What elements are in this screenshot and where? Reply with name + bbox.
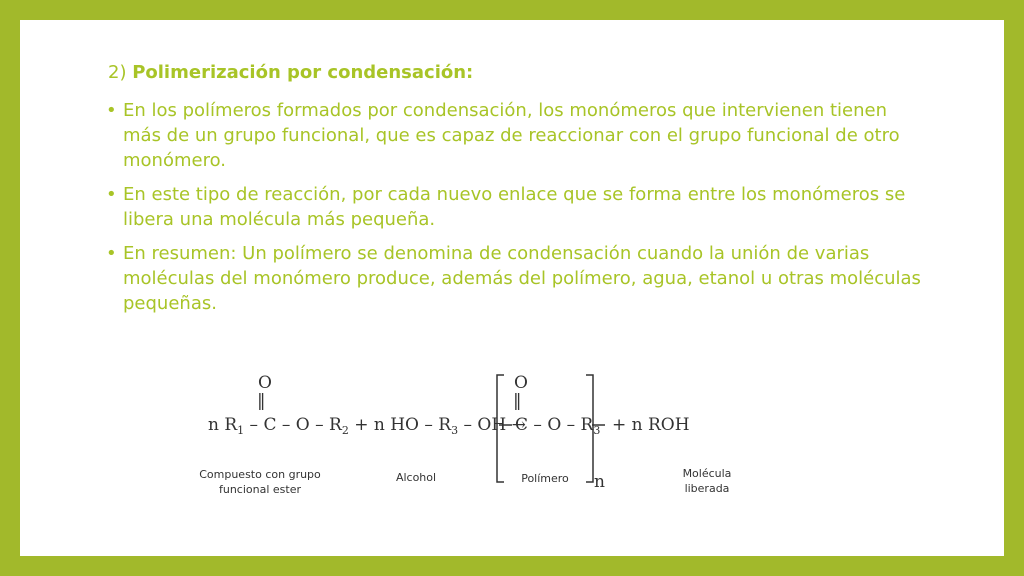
eq-part-1: n R <box>208 415 238 435</box>
subscript-r3: 3 <box>451 424 459 437</box>
bullet-text: En este tipo de reacción, por cada nuevo enlace que se forma entre los monómeros se libera una molécula más pequeña. <box>123 184 906 230</box>
label-molecule-line1: Molécula <box>682 467 732 480</box>
heading-title: Polimerización por condensación: <box>132 62 474 83</box>
eq-part-2: – C – O – R <box>244 415 342 435</box>
heading-number: 2) <box>108 62 133 83</box>
subscript-r1: 1 <box>237 424 245 437</box>
repeat-count: n <box>594 472 605 492</box>
label-molecule-line2: liberada <box>684 482 730 495</box>
bullet-icon: • <box>106 243 117 264</box>
poly-part-1: C – O – R <box>515 415 594 435</box>
reaction-equation <box>208 415 526 437</box>
label-compound-line2: funcional ester <box>218 483 302 496</box>
bullet-icon: • <box>106 184 117 205</box>
condensation-reaction-diagram <box>20 20 1004 556</box>
bullet-text: En resumen: Un polímero se denomina de condensación cuando la unión de varias moléculas del monómero produce, además del polímero, agua, etanol u otras moléculas pequeñas. <box>123 243 921 314</box>
label-alcohol: Alcohol <box>395 471 437 484</box>
oxygen-1: O <box>258 373 272 393</box>
double-bond-1: ‖ <box>257 391 266 411</box>
double-bond-2: ‖ <box>513 391 522 411</box>
label-polymer: Polímero <box>521 472 569 485</box>
oxygen-2: O <box>514 373 528 393</box>
slide <box>20 20 1004 556</box>
polymer-unit <box>515 415 600 437</box>
bullet-icon: • <box>106 100 117 121</box>
bullet-text: En los polímeros formados por condensación, los monómeros que intervienen tienen más de un grupo funcional, que es capaz de reaccionar con el grupo funcional de otro monómero. <box>123 100 900 171</box>
eq-part-3: + n HO – R <box>348 415 452 435</box>
eq-part-4: – OH → <box>458 415 526 435</box>
label-compound-line1: Compuesto con grupo <box>199 468 321 481</box>
subscript-r2: 2 <box>341 424 349 437</box>
byproduct: + n ROH <box>612 415 690 435</box>
subscript-r3-polymer: 3 <box>593 424 601 437</box>
